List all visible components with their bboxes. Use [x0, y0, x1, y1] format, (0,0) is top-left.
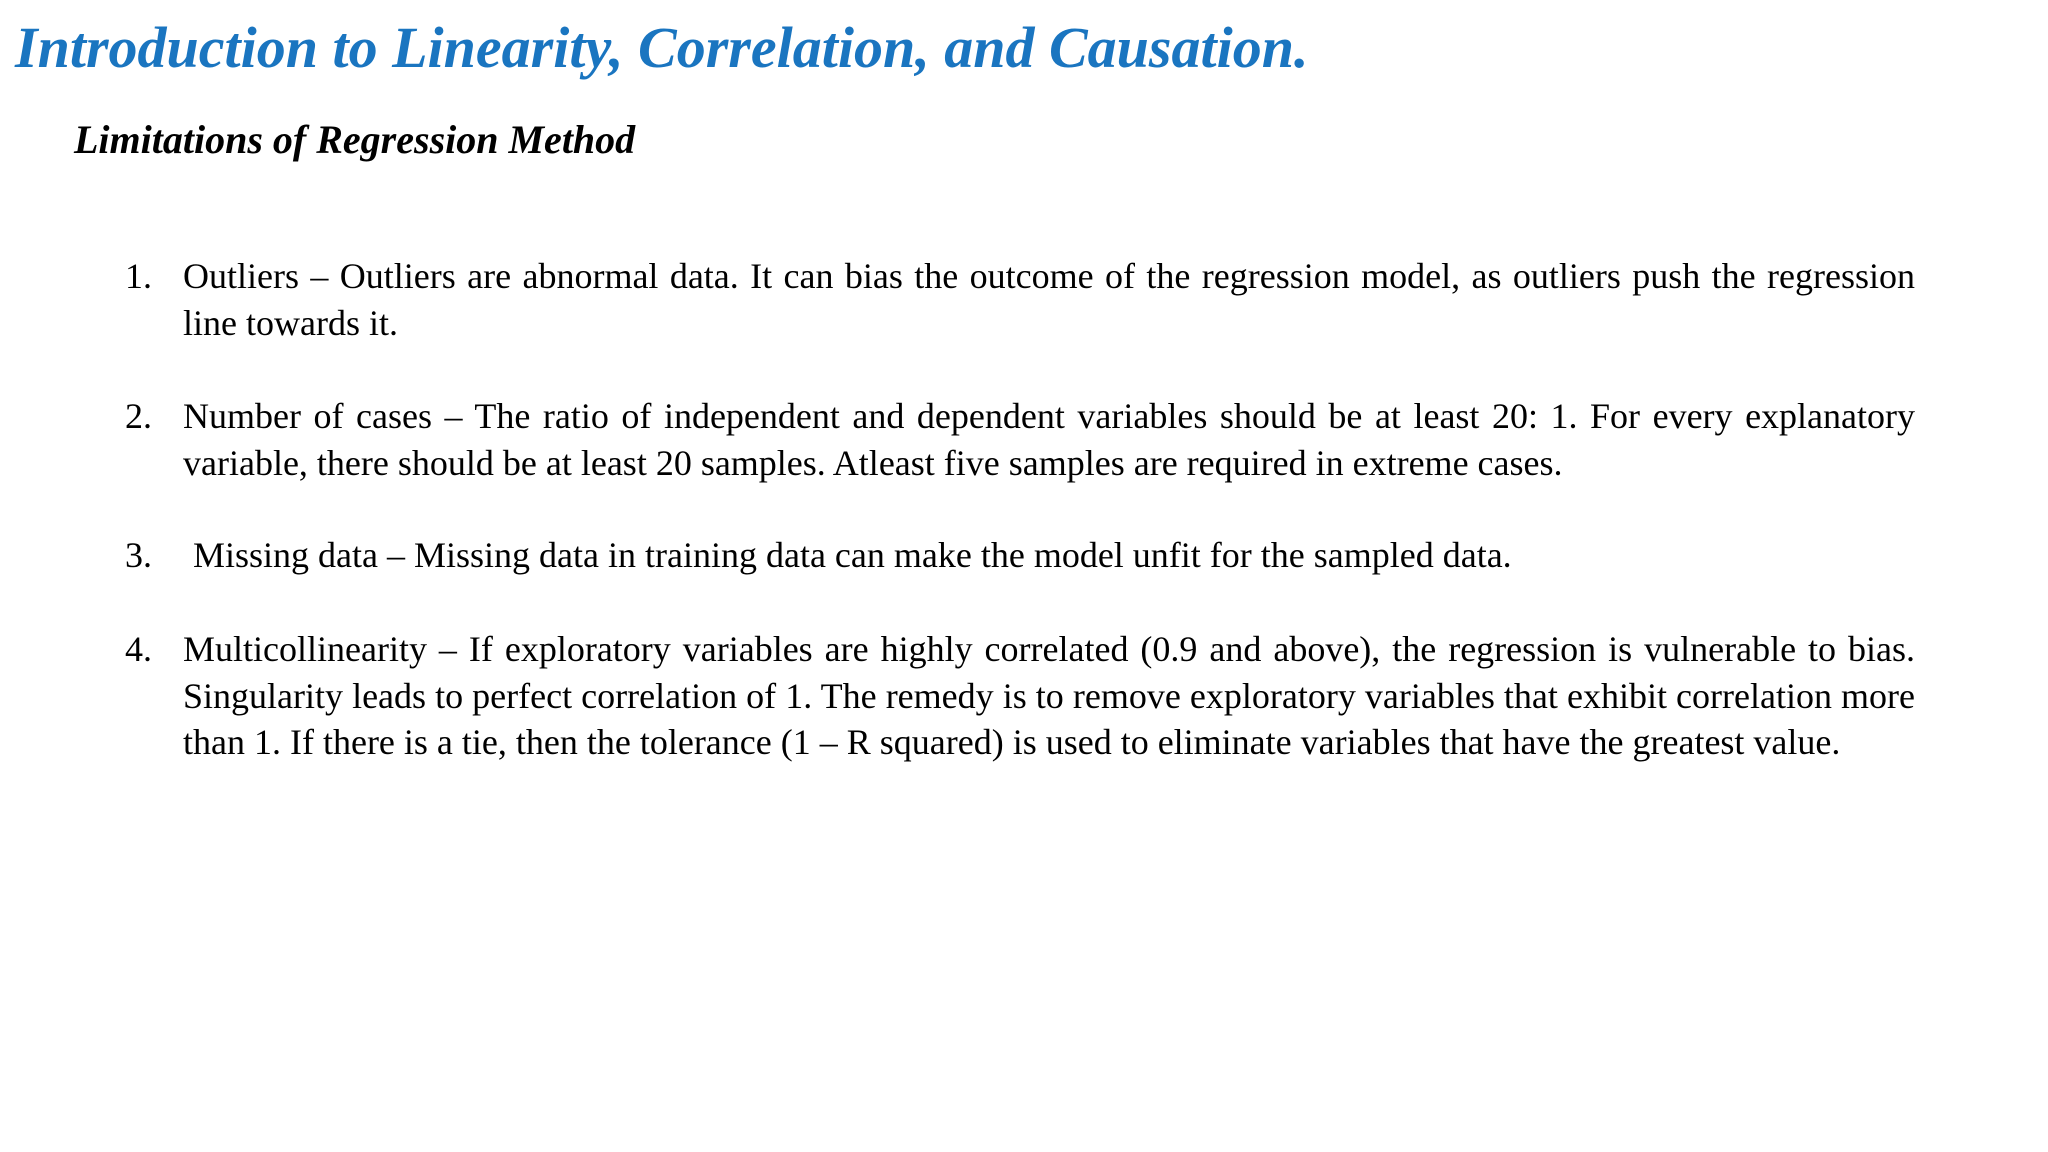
- list-item-number: 3.: [125, 535, 152, 575]
- list-item-text: Missing data – Missing data in training data can make the model unfit for the sampled data.: [193, 535, 1512, 575]
- slide-title: Introduction to Linearity, Correlation, and Causation.: [15, 15, 1309, 80]
- list-item-text: Number of cases – The ratio of independent and dependent variables should be at least 20: 1. For every explanatory variable, there should be at least 20 samples. Atleast five samples are required in extreme cases.: [183, 396, 1915, 483]
- list-item-number: 2.: [125, 396, 152, 436]
- list-item-number: 4.: [125, 629, 152, 669]
- list-item-text: Multicollinearity – If exploratory variables are highly correlated (0.9 and above), the regression is vulnerable to bias. Singularity leads to perfect correlation of 1. The remedy is to remove exploratory variables that exhibit correlation more than 1. If there is a tie, then the tolerance (1 – R squared) is used to eliminate variables that have the greatest value.: [183, 629, 1915, 762]
- slide-subtitle: Limitations of Regression Method: [74, 117, 636, 162]
- list-item-number: 1.: [125, 256, 152, 296]
- list-item-text: Outliers – Outliers are abnormal data. It can bias the outcome of the regression model, as outliers push the regression line towards it.: [183, 256, 1915, 343]
